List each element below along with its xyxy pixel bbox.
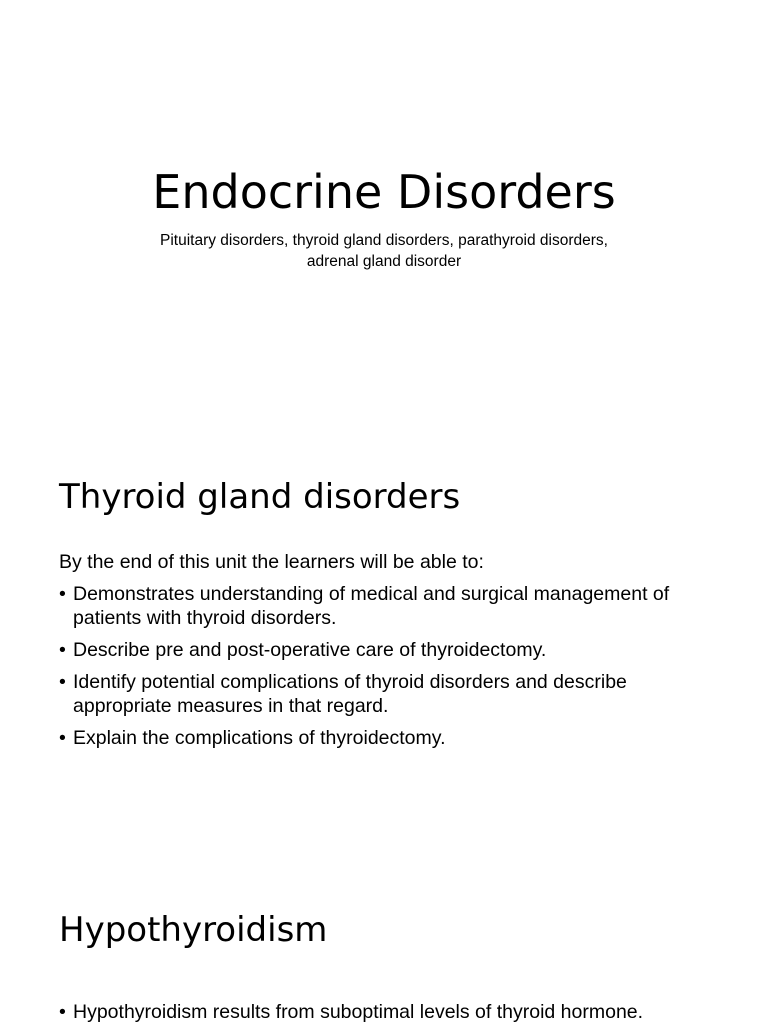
bullet-text: Hypothyroidism results from suboptimal levels of thyroid hormone. <box>73 1001 644 1023</box>
slide-heading: Hypothyroidism <box>59 910 328 950</box>
bullet-icon: • <box>59 583 66 605</box>
thyroid-disorders-slide <box>0 440 768 840</box>
slide-title: Endocrine Disorders <box>152 165 616 219</box>
hypothyroidism-list <box>59 1000 719 1032</box>
bullet-item <box>59 1000 719 1024</box>
title-slide <box>0 0 768 420</box>
bullet-icon: • <box>59 1001 66 1023</box>
bullet-item <box>59 726 719 750</box>
subtitle-line-2: adrenal gland disorder <box>306 253 462 270</box>
objectives-list <box>59 582 719 758</box>
slide-heading: Thyroid gland disorders <box>59 477 461 517</box>
bullet-item <box>59 638 719 662</box>
hypothyroidism-slide <box>0 886 768 1024</box>
subtitle-line-1: Pituitary disorders, thyroid gland disorders, parathyroid disorders, <box>160 232 608 249</box>
bullet-text: Identify potential complications of thyroid disorders and describe appropriate measures in that regard. <box>73 671 627 717</box>
slide-subtitle <box>84 230 684 272</box>
bullet-text: Demonstrates understanding of medical and surgical management of patients with thyroid disorders. <box>73 583 670 629</box>
bullet-icon: • <box>59 639 66 661</box>
bullet-item <box>59 582 719 630</box>
objectives-intro: By the end of this unit the learners will be able to: <box>59 551 484 573</box>
bullet-text: Describe pre and post-operative care of thyroidectomy. <box>73 639 547 661</box>
bullet-item <box>59 670 719 718</box>
bullet-text: Explain the complications of thyroidectomy. <box>73 727 446 749</box>
bullet-icon: • <box>59 671 66 693</box>
bullet-icon: • <box>59 727 66 749</box>
